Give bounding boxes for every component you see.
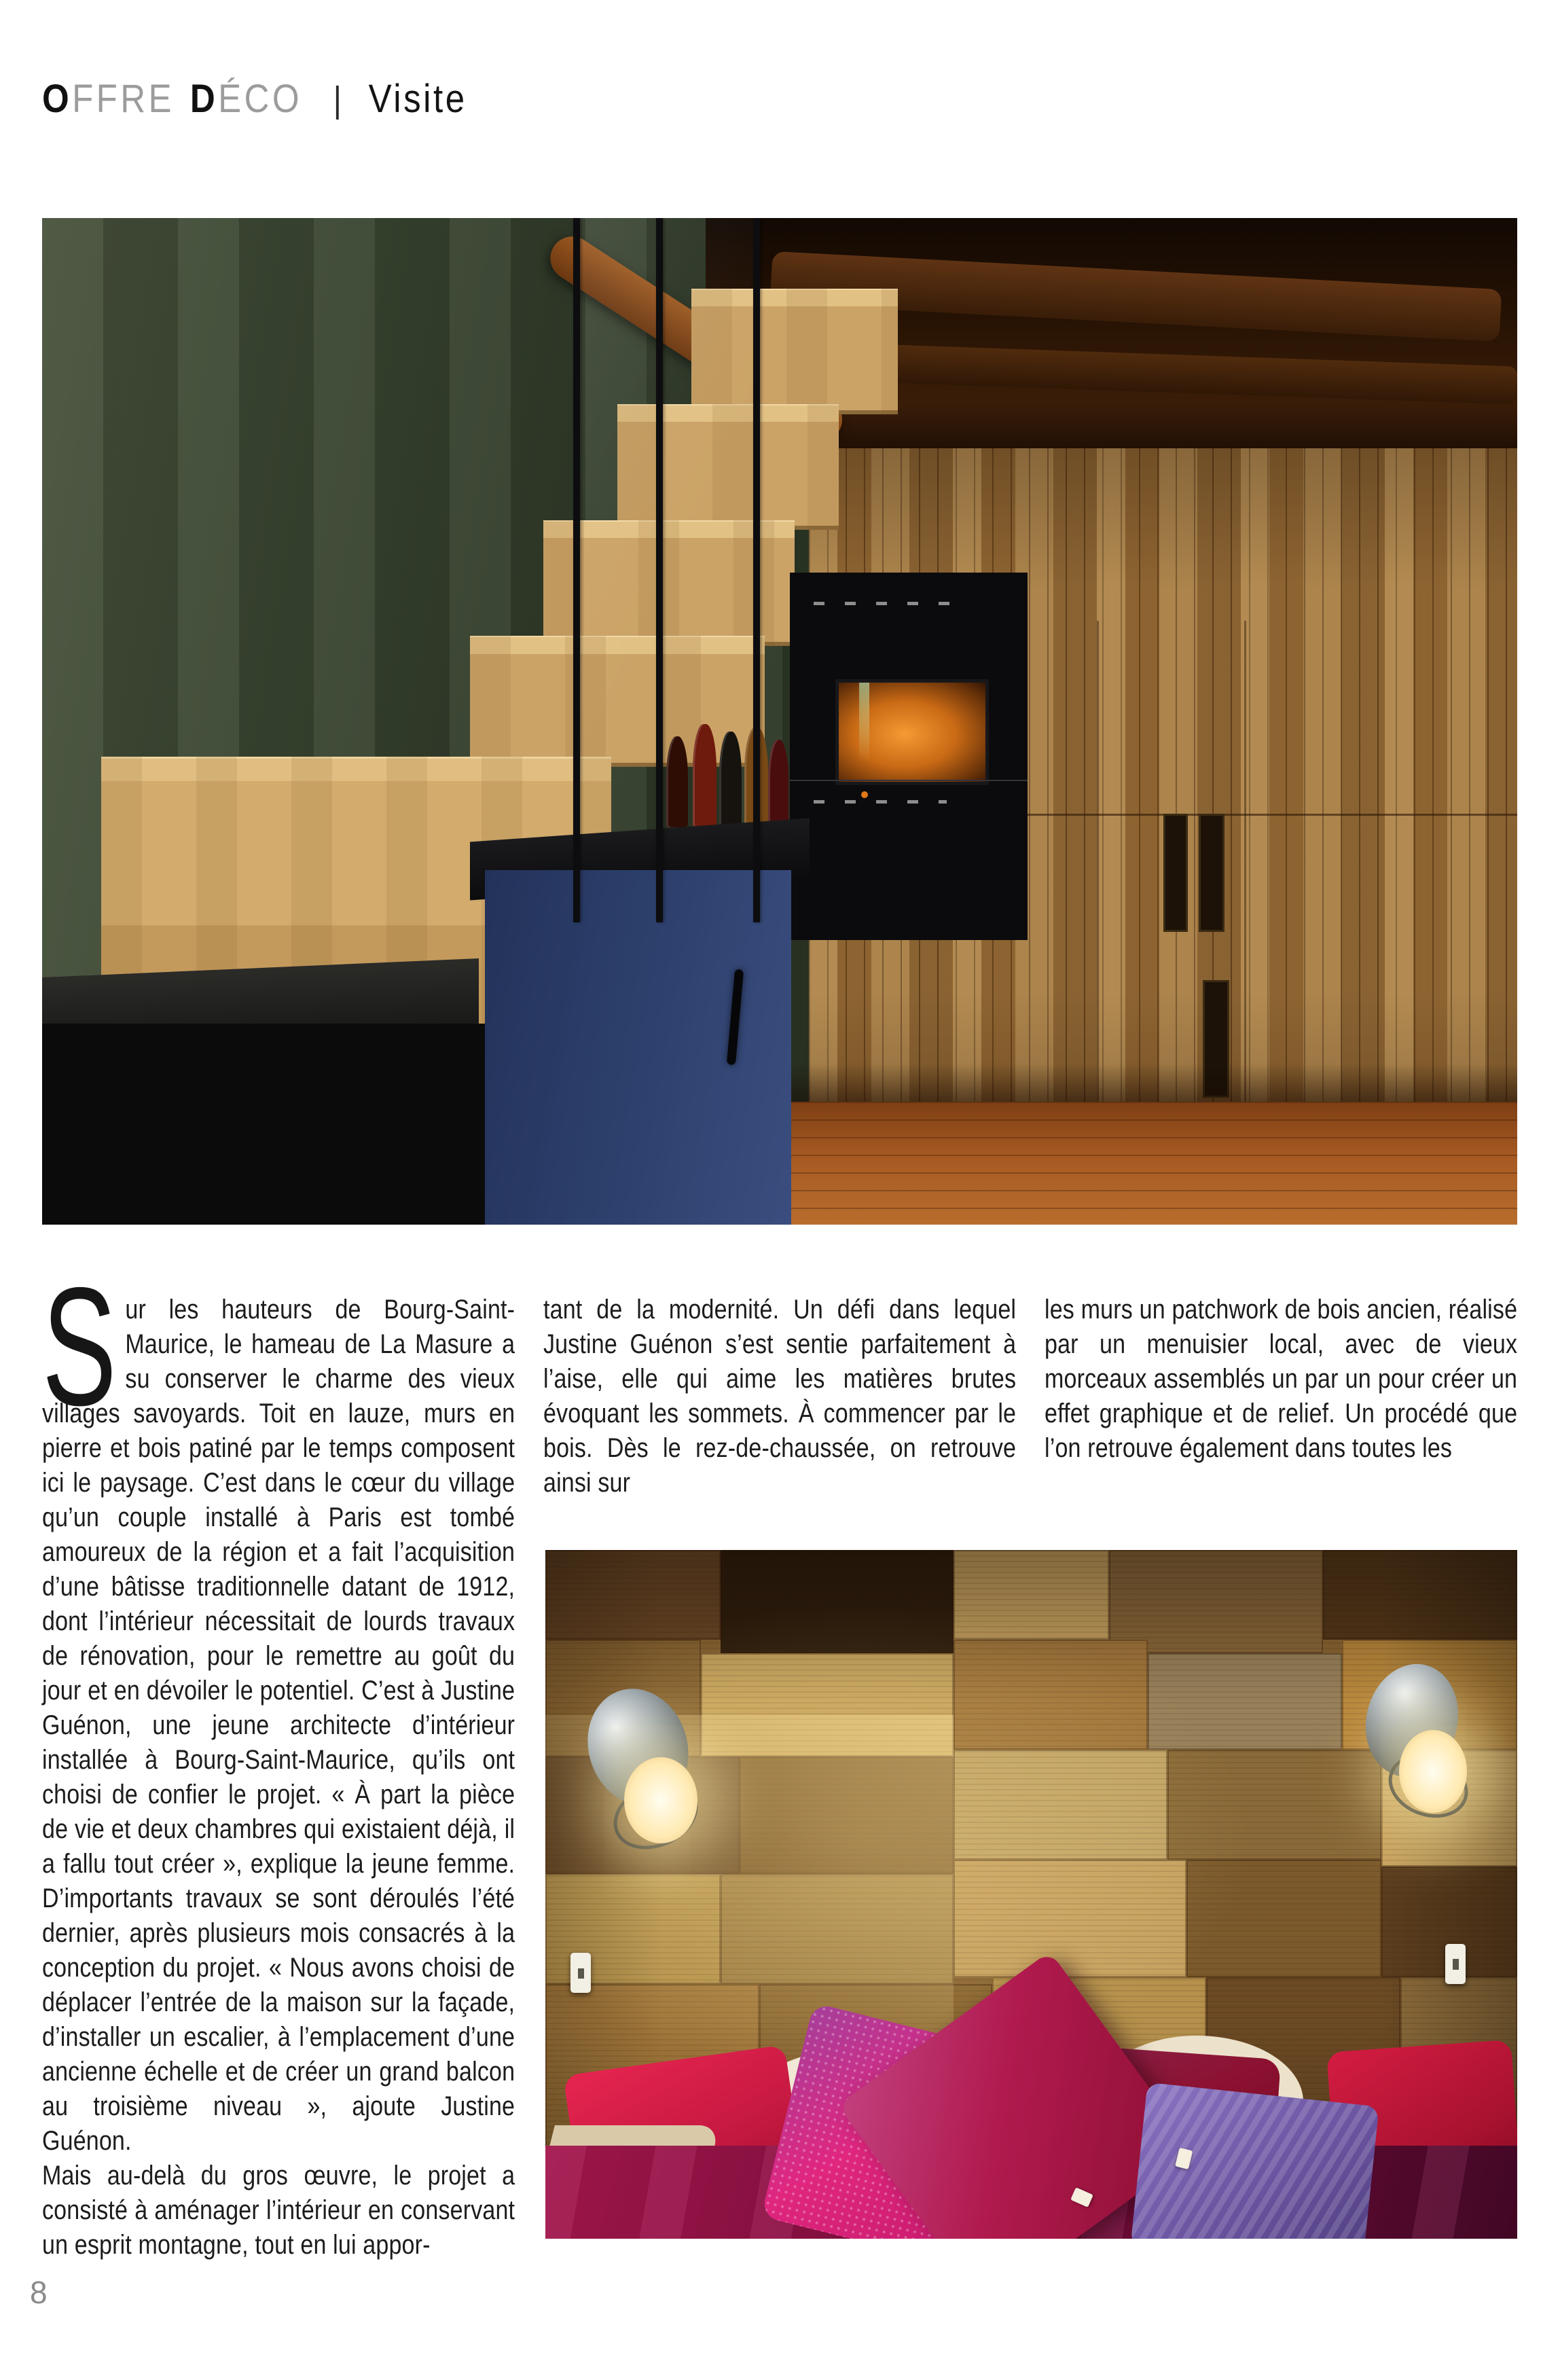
cabinet-seam bbox=[1244, 621, 1246, 1104]
oven-divider bbox=[790, 780, 1028, 781]
sconce-light bbox=[624, 1757, 697, 1843]
paragraph-text: ur les hauteurs de Bourg-Saint-Maurice, le hameau de La Masure a su conserver le charme des vieux villages savoyards. Toit en lauze, murs en pierre et bois patiné par le temps composent ici le paysage. C’est dans le cœur du village qu’un couple installé à Paris est tombé amoureux de la région et a fait l’acquisition d’une bâtisse traditionnelle datant de 1912, dont l’intérieur nécessitait de lourds travaux de rénovation, pour le remettre au goût du jour et en dévoiler le potentiel. C’est à Justine Guénon, une jeune architecte d’intérieur installée à Bourg-Saint-Maurice, qu’ils ont choisi de confier le projet. « À part la pièce de vie et deux chambres qui existaient déjà, il a fallu tout créer », explique la jeune femme. D’importants travaux se sont déroulés l’été dernier, après plusieurs mois consacrés à la conception du projet. « Nous avons choisi de déplacer l’entrée de la maison sur la façade, d’installer un escalier, à l’emplacement d’une ancienne échelle et de créer un grand balcon au troisième niveau », ajoute Justine Guénon. bbox=[42, 1295, 515, 2156]
cabinet-handle bbox=[1163, 814, 1188, 931]
column-3-text bbox=[1045, 1293, 1517, 1466]
paragraph: les murs un patchwork de bois ancien, réalisé par un menuisier local, avec de vieux morceaux assemblés un par un pour créer un effet graphique et de relief. Un procédé que l’on retrouve également dans toutes les bbox=[1045, 1295, 1518, 1463]
island-handle bbox=[726, 969, 743, 1065]
oven-window bbox=[835, 679, 990, 785]
oven-controls bbox=[814, 602, 961, 605]
kitchen-photo bbox=[42, 218, 1517, 1225]
wall-sconce-right bbox=[1366, 1663, 1483, 1822]
ceiling-beam bbox=[868, 344, 1517, 404]
cabinet-seam bbox=[1097, 621, 1099, 1104]
brand-text-eco: ÉCO bbox=[218, 77, 302, 121]
paragraph: tant de la modernité. Un défi dans lequel Justine Guénon s’est sentie parfaitement à l’aise, elle qui aime les matières brutes évoquant les sommets. À commencer par le bois. Dès le rez-de-chaussée, on retrouve ainsi sur bbox=[543, 1295, 1017, 1498]
column-1 bbox=[42, 1252, 515, 2262]
wall-floor-shadow bbox=[790, 1064, 1517, 1106]
blue-kitchen-island bbox=[485, 870, 792, 1225]
brand-letter-d: D bbox=[189, 77, 219, 121]
built-in-oven bbox=[790, 573, 1028, 940]
partition-post bbox=[573, 218, 580, 922]
section-title: Visite bbox=[368, 77, 467, 121]
header-separator: | bbox=[333, 79, 345, 120]
pillow-tag bbox=[1175, 2148, 1193, 2169]
bottle bbox=[768, 740, 788, 828]
brand-letter-o: O bbox=[42, 77, 73, 121]
bedroom-photo bbox=[545, 1550, 1517, 2239]
oven-controls bbox=[814, 800, 947, 804]
glass-partition bbox=[573, 218, 759, 903]
purple-chevron-pillow bbox=[1130, 2082, 1379, 2239]
pillow-tag bbox=[1070, 2187, 1093, 2207]
partition-post bbox=[656, 218, 663, 922]
brand-text-ffre: FFRE bbox=[72, 77, 175, 121]
section-header bbox=[42, 76, 467, 122]
oven-indicator-light bbox=[861, 791, 868, 798]
light-switch bbox=[570, 1953, 591, 1993]
wood-floor bbox=[790, 1102, 1517, 1225]
black-cabinet-front bbox=[42, 1024, 485, 1225]
paragraph bbox=[42, 1252, 515, 2159]
wall-sconce-left bbox=[589, 1688, 715, 1853]
light-switch bbox=[1445, 1944, 1466, 1984]
column-1-text bbox=[42, 1252, 515, 2262]
drop-cap: S bbox=[42, 1252, 117, 1441]
column-2-text bbox=[543, 1293, 1016, 1500]
oven-reflection bbox=[859, 683, 869, 782]
sconce-light bbox=[1399, 1730, 1467, 1812]
page-number: 8 bbox=[30, 2275, 48, 2310]
partition-post bbox=[753, 218, 760, 922]
paragraph: Mais au-delà du gros œuvre, le projet a consisté à aménager l’intérieur en conservant un esprit montagne, tout en lui appor- bbox=[42, 2161, 515, 2260]
cabinet-handle bbox=[1199, 814, 1225, 931]
